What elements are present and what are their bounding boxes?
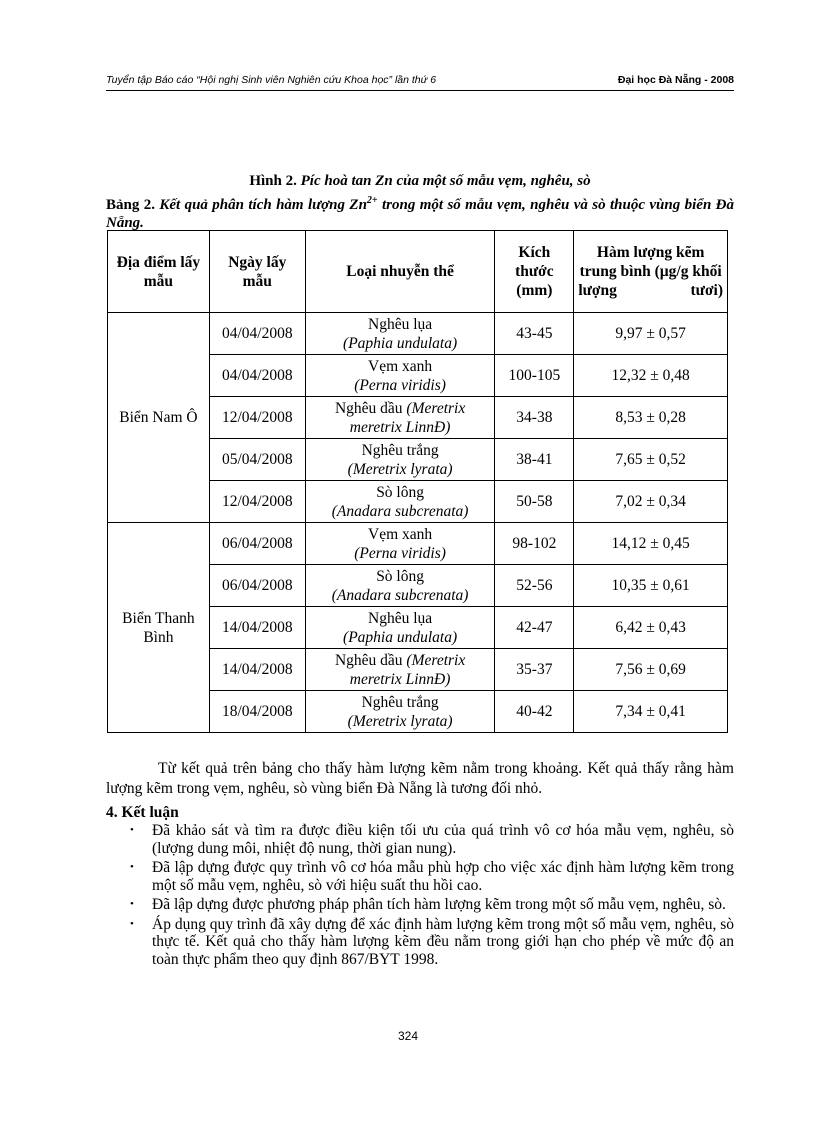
date-cell: 04/04/2008: [209, 313, 305, 355]
date-cell: 05/04/2008: [209, 439, 305, 481]
species-cell: Nghêu dầu (Meretrix meretrix LinnĐ): [305, 649, 495, 691]
size-cell: 35-37: [495, 649, 574, 691]
location-cell: Biển Thanh Bình: [108, 523, 210, 733]
bullet-icon: •: [130, 824, 134, 836]
size-cell: 38-41: [495, 439, 574, 481]
zinc-results-table: [107, 230, 728, 733]
content-cell: 8,53 ± 0,28: [574, 397, 728, 439]
superscript-charge: 2+: [366, 195, 378, 206]
size-cell: 50-58: [495, 481, 574, 523]
size-cell: 40-42: [495, 691, 574, 733]
species-cell: Nghêu trắng (Meretrix lyrata): [305, 691, 495, 733]
table-body: [108, 313, 728, 733]
species-cell: Vẹm xanh (Perna viridis): [305, 523, 495, 565]
date-cell: 12/04/2008: [209, 397, 305, 439]
size-cell: 42-47: [495, 607, 574, 649]
size-cell: 98-102: [495, 523, 574, 565]
content-cell: 10,35 ± 0,61: [574, 565, 728, 607]
size-cell: 100-105: [495, 355, 574, 397]
size-cell: 52-56: [495, 565, 574, 607]
species-cell: Nghêu lụa (Paphia undulata): [305, 607, 495, 649]
location-cell: Biển Nam Ô: [108, 313, 210, 523]
species-cell: Vẹm xanh (Perna viridis): [305, 355, 495, 397]
bullet-icon: •: [130, 917, 134, 930]
table-header-row: [108, 231, 728, 313]
list-item: • Đã lập dựng được phương pháp phân tích hàm lượng kẽm trong một số mẫu vẹm, nghêu, sò.: [130, 896, 726, 913]
content-cell: 9,97 ± 0,57: [574, 313, 728, 355]
list-item: • Đã khảo sát và tìm ra được điều kiện tối ưu của quá trình vô cơ hóa mẫu vẹm, nghêu, sò (lượng dung môi, nhiệt độ nung, thời gian nung).: [130, 822, 734, 857]
header-date: Ngày lấy mẫu: [209, 231, 305, 313]
table-row: [108, 313, 728, 355]
header-size: Kích thước (mm): [495, 231, 574, 313]
date-cell: 06/04/2008: [209, 523, 305, 565]
results-paragraph: Từ kết quả trên bảng cho thấy hàm lượng kẽm nằm trong khoảng. Kết quả thấy rằng hàm lượng kẽm trong vẹm, nghêu, sò vùng biển Đà Nẵng là tương đối nhỏ.: [106, 760, 734, 797]
date-cell: 14/04/2008: [209, 607, 305, 649]
header-species: Loại nhuyễn thể: [305, 231, 495, 313]
running-header: [106, 72, 734, 91]
size-cell: 34-38: [495, 397, 574, 439]
list-item: • Đã lập dựng được quy trình vô cơ hóa mẫu phù hợp cho việc xác định hàm lượng kẽm trong một số mẫu vẹm, nghêu, sò với hiệu suất thu hồi cao.: [130, 859, 734, 894]
species-cell: Sò lông (Anadara subcrenata): [305, 565, 495, 607]
bullet-icon: •: [130, 898, 134, 910]
date-cell: 14/04/2008: [209, 649, 305, 691]
content-cell: 7,34 ± 0,41: [574, 691, 728, 733]
content-cell: 7,56 ± 0,69: [574, 649, 728, 691]
figure-label: Hình 2.: [249, 173, 297, 189]
content-cell: 7,02 ± 0,34: [574, 481, 728, 523]
species-cell: Nghêu lụa (Paphia undulata): [305, 313, 495, 355]
date-cell: 12/04/2008: [209, 481, 305, 523]
figure-caption-text: Píc hoà tan Zn của một số mẫu vẹm, nghêu, sò: [300, 173, 591, 189]
date-cell: 04/04/2008: [209, 355, 305, 397]
content-cell: 12,32 ± 0,48: [574, 355, 728, 397]
table-label: Bảng 2.: [106, 197, 155, 213]
species-cell: Sò lông (Anadara subcrenata): [305, 481, 495, 523]
page-number: 324: [397, 1029, 419, 1043]
content-cell: 14,12 ± 0,45: [574, 523, 728, 565]
content-cell: 7,65 ± 0,52: [574, 439, 728, 481]
content-cell: 6,42 ± 0,43: [574, 607, 728, 649]
size-cell: 43-45: [495, 313, 574, 355]
date-cell: 18/04/2008: [209, 691, 305, 733]
table-row: [108, 523, 728, 565]
list-item: • Áp dụng quy trình đã xây dựng để xác định hàm lượng kẽm trong một số mẫu vẹm, nghêu, sò thực tế. Kết quả cho thấy hàm lượng kẽm đều nằm trong giới hạn cho phép về mức độ an toàn thực phẩm theo quy định 867/BYT 1998.: [130, 915, 734, 968]
figure-caption: [106, 173, 734, 190]
table-caption: [106, 192, 734, 232]
species-cell: Nghêu trắng (Meretrix lyrata): [305, 439, 495, 481]
species-cell: Nghêu dầu (Meretrix meretrix LinnĐ): [305, 397, 495, 439]
header-zinc-content: Hàm lượng kẽm trung bình (µg/g khối lượng tươi): [574, 231, 728, 313]
section-title: 4. Kết luận: [106, 804, 179, 821]
table-caption-text: Kết quả phân tích hàm lượng $Zn^{2+}$ trong một số mẫu vẹm, nghêu và sò thuộc vùng biển Đà Nẵng.: [106, 195, 734, 231]
header-university: Đại học Đà Nẵng - 2008: [617, 74, 734, 86]
date-cell: 06/04/2008: [209, 565, 305, 607]
conclusion-list: [130, 822, 734, 970]
bullet-icon: •: [130, 861, 134, 873]
header-conference-title: Tuyển tập Báo cáo “Hội nghị Sinh viên Nghiên cứu Khoa học” lần thứ 6: [106, 74, 437, 86]
header-location: Địa điểm lấy mẫu: [108, 231, 210, 313]
